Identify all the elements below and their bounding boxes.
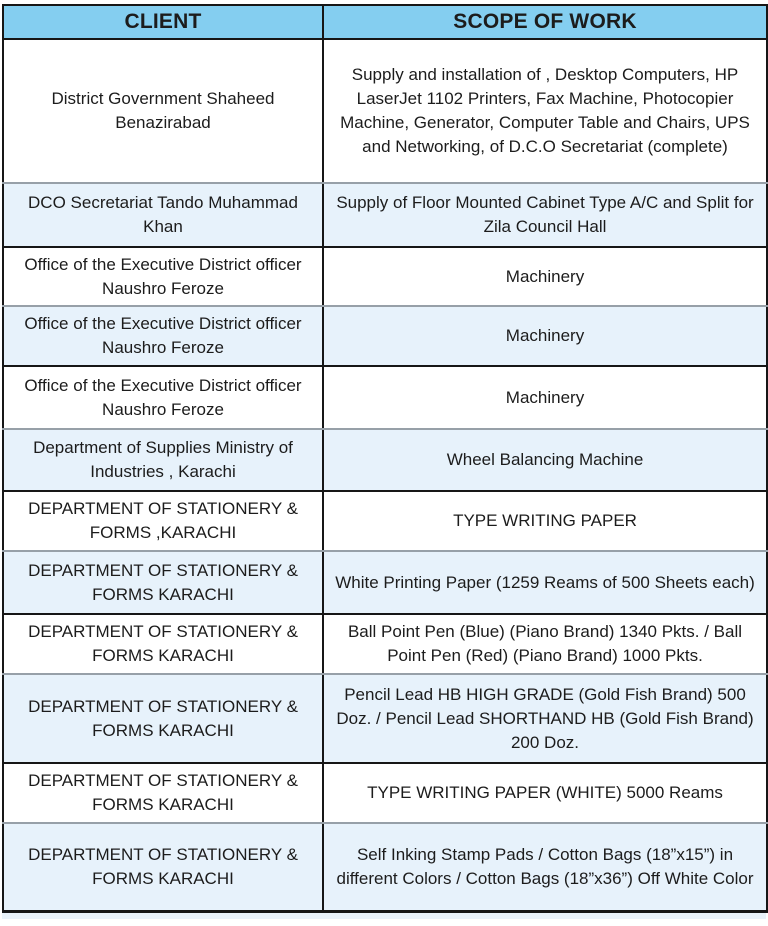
table-row xyxy=(3,614,767,674)
client-cell: Office of the Executive District officer Naushro Feroze xyxy=(3,306,323,366)
scope-cell: Machinery xyxy=(323,247,767,306)
table-row xyxy=(3,674,767,763)
scope-cell: Self Inking Stamp Pads / Cotton Bags (18”x15”) in different Colors / Cotton Bags (18”x36”) Off White Color xyxy=(323,823,767,911)
client-cell: DEPARTMENT OF STATIONERY & FORMS KARACHI xyxy=(3,823,323,911)
scope-cell: Pencil Lead HB HIGH GRADE (Gold Fish Brand) 500 Doz. / Pencil Lead SHORTHAND HB (Gold Fish Brand) 200 Doz. xyxy=(323,674,767,763)
client-cell: DCO Secretariat Tando Muhammad Khan xyxy=(3,183,323,247)
scope-cell: White Printing Paper (1259 Reams of 500 Sheets each) xyxy=(323,551,767,614)
table-row xyxy=(3,491,767,551)
client-cell: Office of the Executive District officer Naushro Feroze xyxy=(3,366,323,429)
scope-cell: Supply and installation of , Desktop Computers, HP LaserJet 1102 Printers, Fax Machine, Photocopier Machine, Generator, Computer Table and Chairs, UPS and Networking, of D.C.O Secretariat (complete) xyxy=(323,39,767,183)
scope-cell: Ball Point Pen (Blue) (Piano Brand) 1340 Pkts. / Ball Point Pen (Red) (Piano Brand) 1000 Pkts. xyxy=(323,614,767,674)
scope-cell: Machinery xyxy=(323,306,767,366)
scope-cell: TYPE WRITING PAPER xyxy=(323,491,767,551)
table-header-row xyxy=(3,5,767,39)
table-row xyxy=(3,39,767,183)
client-cell: DEPARTMENT OF STATIONERY & FORMS ,KARACHI xyxy=(3,491,323,551)
client-cell: Department of Supplies Ministry of Industries , Karachi xyxy=(3,429,323,491)
table-row xyxy=(3,306,767,366)
client-scope-table xyxy=(2,4,768,913)
scope-cell: Machinery xyxy=(323,366,767,429)
table-row xyxy=(3,763,767,823)
scope-cell: Wheel Balancing Machine xyxy=(323,429,767,491)
table-row xyxy=(3,551,767,614)
scope-cell: Supply of Floor Mounted Cabinet Type A/C and Split for Zila Council Hall xyxy=(323,183,767,247)
client-cell: Office of the Executive District officer Naushro Feroze xyxy=(3,247,323,306)
next-row-sliver xyxy=(2,913,766,919)
client-column-header: CLIENT xyxy=(3,5,323,39)
scope-cell: TYPE WRITING PAPER (WHITE) 5000 Reams xyxy=(323,763,767,823)
client-scope-table-page xyxy=(0,4,768,919)
table-row xyxy=(3,183,767,247)
table-row xyxy=(3,823,767,911)
table-row xyxy=(3,429,767,491)
client-cell: DEPARTMENT OF STATIONERY & FORMS KARACHI xyxy=(3,674,323,763)
client-cell: District Government Shaheed Benazirabad xyxy=(3,39,323,183)
client-cell: DEPARTMENT OF STATIONERY & FORMS KARACHI xyxy=(3,551,323,614)
scope-column-header: SCOPE OF WORK xyxy=(323,5,767,39)
client-cell: DEPARTMENT OF STATIONERY & FORMS KARACHI xyxy=(3,614,323,674)
client-cell: DEPARTMENT OF STATIONERY & FORMS KARACHI xyxy=(3,763,323,823)
table-row xyxy=(3,247,767,306)
table-row xyxy=(3,366,767,429)
